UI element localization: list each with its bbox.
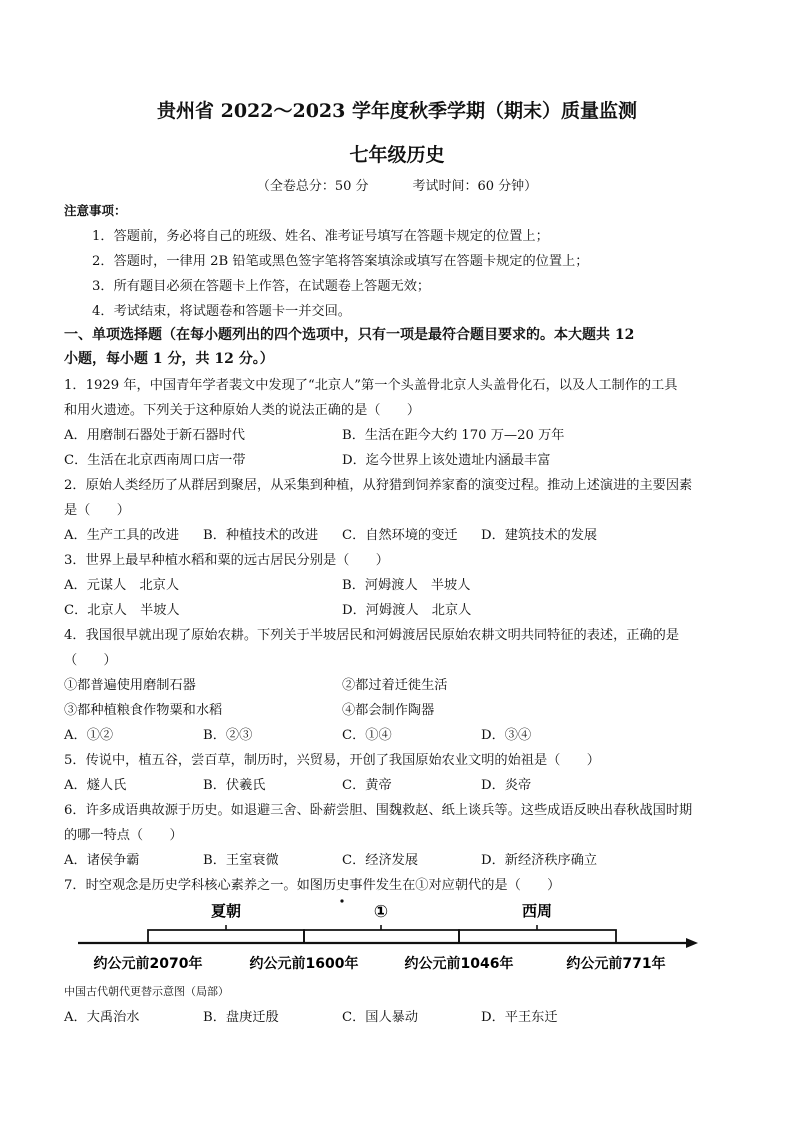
label-mark: ① (373, 902, 389, 922)
q1-stem-2: 和用火遗迹。下列关于这种原始人类的说法正确的是（ ） (64, 403, 421, 418)
q2-stem-1: 2．原始人类经历了从群居到聚居，从采集到种植，从狩猎到饲养家畜的演变过程。推动上述演进的主要因素 (64, 478, 693, 493)
q7-stem-1: 7．时空观念是历史学科核心素养之一。如图历史事件发生在①对应朝代的是（ ） (64, 878, 561, 893)
note-item-2: 2．答题时，一律用 2B 铅笔或黑色签字笔将答案填涂或填写在答题卡规定的位置上； (92, 254, 589, 269)
q1-option-a: A．用磨制石器处于新石器时代 (64, 428, 245, 443)
q3-option-a: A．元谋人 北京人 (64, 578, 180, 593)
q5-option-b: B．伏羲氏 (203, 778, 266, 793)
exam-subtitle: 七年级历史 (349, 144, 445, 166)
timeline-caption: 中国古代朝代更替示意图（局部） (64, 985, 229, 998)
q3-option-b: B．河姆渡人 半坡人 (342, 578, 471, 593)
q7-option-d: D．平王东迁 (481, 1010, 558, 1025)
note-item-1: 1．答题前，务必将自己的班级、姓名、准考证号填写在答题卡规定的位置上； (92, 229, 549, 244)
notes-heading: 注意事项： (64, 203, 127, 218)
q4-option-c: C．①④ (342, 728, 392, 743)
q2-stem-2: 是（ ） (64, 503, 130, 518)
q3-stem-1: 3．世界上最早种植水稻和粟的远古居民分别是（ ） (64, 553, 389, 568)
q4-statement-2: ②都过着迁徙生活 (342, 678, 448, 693)
q6-option-b: B．王室衰微 (203, 853, 279, 868)
q5-option-c: C．黄帝 (342, 778, 392, 793)
q6-option-a: A．诸侯争霸 (64, 853, 140, 868)
xia-bracket (148, 930, 304, 943)
q5-stem-1: 5．传说中，植五谷，尝百草，制历时，兴贸易，开创了我国原始农业文明的始祖是（ ） (64, 753, 600, 768)
q2-option-a: A．生产工具的改进 (64, 528, 180, 543)
q6-stem-1: 6．许多成语典故源于历史。如退避三舍、卧薪尝胆、围魏救赵、纸上谈兵等。这些成语反映出春秋战国时期 (64, 803, 693, 818)
q4-statement-3: ③都种植粮食作物粟和水稻 (64, 703, 223, 718)
q7-option-c: C．国人暴动 (342, 1010, 419, 1025)
q2-option-b: B．种植技术的改进 (203, 528, 319, 543)
dynasty-timeline (64, 896, 704, 978)
label-xizhou: 西周 (521, 902, 553, 920)
q3-option-d: D．河姆渡人 北京人 (342, 603, 472, 618)
q5-option-a: A．燧人氏 (64, 778, 127, 793)
q4-statement-1: ①都普遍使用磨制石器 (64, 678, 196, 693)
q3-option-c: C．北京人 半坡人 (64, 603, 180, 618)
date-1046: 约公元前1046年 (404, 956, 514, 972)
q4-stem-1: 4．我国很早就出现了原始农耕。下列关于半坡居民和河姆渡居民原始农耕文明共同特征的表述，正确的是 (64, 628, 680, 643)
date-1600: 约公元前1600年 (249, 956, 359, 972)
q1-option-d: D．迄今世界上该处遗址内涵最丰富 (342, 453, 551, 468)
date-2070: 约公元前2070年 (93, 956, 203, 972)
q4-stem-2: （ ） (64, 653, 117, 668)
q1-option-c: C．生活在北京西南周口店一带 (64, 453, 246, 468)
q2-option-d: D．建筑技术的发展 (481, 528, 598, 543)
q6-stem-2: 的哪一特点（ ） (64, 828, 183, 843)
q1-stem-1: 1．1929 年，中国青年学者裴文中发现了“北京人”第一个头盖骨北京人头盖骨化石，以及人工制作的工具 (64, 378, 678, 393)
dot-mark (340, 899, 343, 902)
exam-time: 考试时间：60 分钟） (412, 179, 538, 194)
exam-title: 贵州省 2022～2023 学年度秋季学期（期末）质量监测 (157, 100, 637, 122)
note-item-4: 4．考试结束，将试题卷和答题卡一并交回。 (92, 304, 351, 319)
label-xia: 夏朝 (210, 902, 242, 920)
total-score: （全卷总分：50 分 (256, 179, 369, 194)
exam-info (0, 175, 794, 194)
q6-option-c: C．经济发展 (342, 853, 419, 868)
q6-option-d: D．新经济秩序确立 (481, 853, 598, 868)
q1-option-b: B．生活在距今大约 170 万—20 万年 (342, 428, 565, 443)
xizhou-bracket (459, 930, 616, 943)
mark-bracket (304, 930, 459, 943)
q4-option-b: B．②③ (203, 728, 253, 743)
q7-option-b: B．盘庚迁殷 (203, 1010, 279, 1025)
q4-option-d: D．③④ (481, 728, 532, 743)
note-item-3: 3．所有题目必须在答题卡上作答，在试题卷上答题无效； (92, 279, 431, 294)
q4-option-a: A．①② (64, 728, 114, 743)
q4-statement-4: ④都会制作陶器 (342, 703, 435, 718)
q2-option-c: C．自然环境的变迁 (342, 528, 458, 543)
section-heading-line1: 一、单项选择题（在每小题列出的四个选项中，只有一项是最符合题目要求的。本大题共 12 (64, 327, 635, 343)
q5-option-d: D．炎帝 (481, 778, 532, 793)
timeline-arrow (686, 938, 698, 948)
q7-option-a: A．大禹治水 (64, 1010, 140, 1025)
date-771: 约公元前771年 (566, 956, 666, 972)
section-heading-line2: 小题，每小题 1 分，共 12 分。） (64, 351, 274, 367)
